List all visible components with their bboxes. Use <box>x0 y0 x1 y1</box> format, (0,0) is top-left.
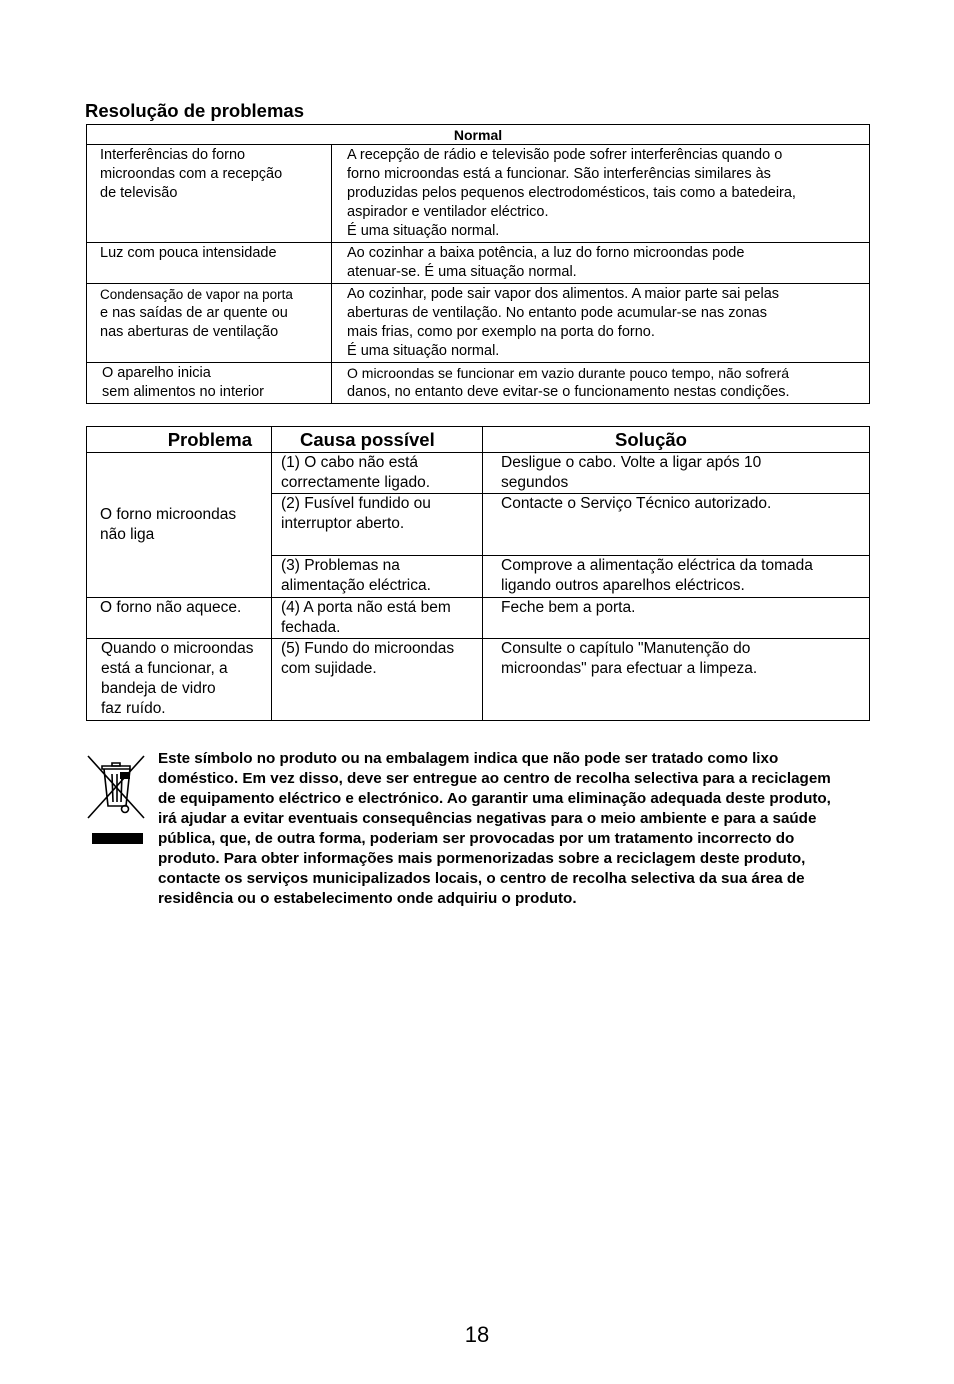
description-cell <box>332 363 870 404</box>
text-line: (2) Fusível fundido ou <box>281 495 431 512</box>
text-line: interruptor aberto. <box>281 515 405 532</box>
text-line: microondas" para efectuar a limpeza. <box>501 660 758 677</box>
text-line: de televisão <box>100 185 178 201</box>
text-line: ligando outros aparelhos eléctricos. <box>501 577 745 594</box>
text-line: (5) Fundo do microondas <box>281 640 455 657</box>
text-line: fechada. <box>281 619 341 636</box>
text-line: produzidas pelos pequenos electrodomésticos, tais como a batedeira, <box>347 185 796 201</box>
text-line: bandeja de vidro <box>101 680 216 697</box>
table-row <box>87 363 870 404</box>
problem-cell <box>87 453 272 598</box>
table-row <box>87 598 870 639</box>
table-row <box>87 453 870 494</box>
recycling-notice <box>158 749 908 909</box>
issue-cell <box>87 363 332 404</box>
solution-cell <box>483 639 870 721</box>
text-line: Ao cozinhar, pode sair vapor dos alimentos. A maior parte sai pelas <box>347 286 780 302</box>
solution-cell <box>483 494 870 556</box>
text-line: (4) A porta não está bem <box>281 599 451 616</box>
text-line: Desligue o cabo. Volte a ligar após 10 <box>501 454 762 471</box>
text-line: doméstico. Em vez disso, deve ser entregue ao centro de recolha selectiva para a reciclagem <box>158 770 831 787</box>
text-line: e nas saídas de ar quente ou <box>100 305 288 321</box>
text-line: aberturas de ventilação. No entanto pode acumular-se nas zonas <box>347 305 767 321</box>
solution-header: Solução <box>483 427 870 453</box>
text-line: correctamente ligado. <box>281 474 431 491</box>
text-line: forno microondas está a funcionar. São interferências similares às <box>347 166 771 182</box>
text-line: O microondas se funcionar em vazio durante pouco tempo, não sofrerá <box>347 365 790 381</box>
text-line: sem alimentos no interior <box>102 384 264 400</box>
text-line: O aparelho inicia <box>102 365 211 381</box>
text-line: está a funcionar, a <box>101 660 228 677</box>
text-line: Luz com pouca intensidade <box>100 245 277 261</box>
cause-cell <box>272 639 483 721</box>
text-line: com sujidade. <box>281 660 377 677</box>
text-line: danos, no entanto deve evitar-se o funcionamento nestas condições. <box>347 384 790 400</box>
text-line: O forno microondas <box>100 506 237 523</box>
page-title: Resolução de problemas <box>85 100 304 121</box>
text-line: O forno não aquece. <box>100 599 242 616</box>
solution-cell <box>483 598 870 639</box>
text-line: atenuar-se. É uma situação normal. <box>347 264 577 280</box>
text-line: não liga <box>100 526 155 543</box>
cause-cell <box>272 598 483 639</box>
problem-header: Problema <box>87 427 272 453</box>
text-line: faz ruído. <box>101 700 166 717</box>
text-line: Contacte o Serviço Técnico autorizado. <box>501 495 772 512</box>
issue-cell <box>87 284 332 363</box>
normal-table-header: Normal <box>87 125 870 145</box>
problem-cell <box>87 598 272 639</box>
text-line: contacte os serviços municipalizados locais, o centro de recolha selectiva da sua área de <box>158 870 805 887</box>
cause-header: Causa possível <box>272 427 483 453</box>
text-line: segundos <box>501 474 569 491</box>
text-line: nas aberturas de ventilação <box>100 324 279 340</box>
text-line: irá ajudar a evitar eventuais consequências negativas para o meio ambiente e para a saúde <box>158 810 817 827</box>
text-line: de equipamento eléctrico e electrónico. Ao garantir uma eliminação adequada deste produto, <box>158 790 831 807</box>
crossed-out-wheelie-bin-icon <box>86 754 146 846</box>
text-line: Feche bem a porta. <box>501 599 636 616</box>
text-line: Comprove a alimentação eléctrica da tomada <box>501 557 813 574</box>
text-line: (3) Problemas na <box>281 557 400 574</box>
issue-cell <box>87 243 332 284</box>
text-line: Este símbolo no produto ou na embalagem indica que não pode ser tratado como lixo <box>158 750 779 767</box>
text-line: Ao cozinhar a baixa potência, a luz do forno microondas pode <box>347 245 745 261</box>
text-line: Consulte o capítulo "Manutenção do <box>501 640 751 657</box>
text-line: aspirador e ventilador eléctrico. <box>347 204 549 220</box>
description-cell <box>332 145 870 243</box>
table-row <box>87 243 870 284</box>
cause-cell <box>272 556 483 598</box>
cause-cell <box>272 453 483 494</box>
problem-cell <box>87 639 272 721</box>
solution-cell <box>483 556 870 598</box>
table-row <box>87 284 870 363</box>
normal-table <box>86 124 870 404</box>
table-row <box>87 145 870 243</box>
text-line: residência ou o estabelecimento onde adquiriu o produto. <box>158 890 577 907</box>
text-line: A recepção de rádio e televisão pode sofrer interferências quando o <box>347 147 783 163</box>
text-line: microondas com a recepção <box>100 166 283 182</box>
text-line: (1) O cabo não está <box>281 454 418 471</box>
text-line: mais frias, como por exemplo na porta do forno. <box>347 324 655 340</box>
description-cell <box>332 284 870 363</box>
solution-cell <box>483 453 870 494</box>
troubleshooting-table <box>86 426 870 721</box>
table-row <box>87 639 870 721</box>
page-number: 18 <box>464 1322 490 1347</box>
text-line: produto. Para obter informações mais pormenorizadas sobre a reciclagem deste produto, <box>158 850 806 867</box>
text-line: É uma situação normal. <box>347 223 500 239</box>
issue-cell <box>87 145 332 243</box>
description-cell <box>332 243 870 284</box>
cause-cell <box>272 494 483 556</box>
text-line: Condensação de vapor na porta <box>100 287 293 302</box>
text-line: É uma situação normal. <box>347 343 500 359</box>
text-line: pública, que, de outra forma, poderiam ser provocadas por um tratamento incorrecto do <box>158 830 795 847</box>
text-line: alimentação eléctrica. <box>281 577 431 594</box>
text-line: Quando o microondas <box>101 640 254 657</box>
text-line: Interferências do forno <box>100 147 246 163</box>
